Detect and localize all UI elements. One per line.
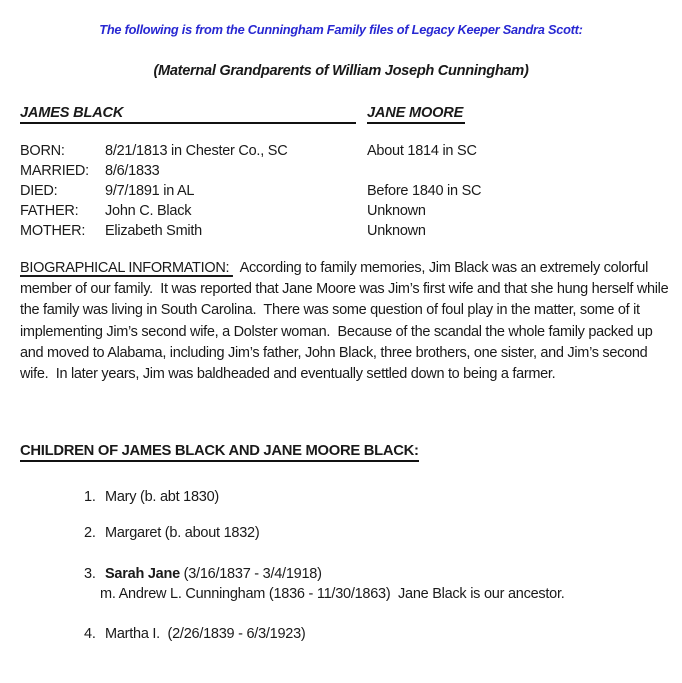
child-number: 4. bbox=[84, 626, 96, 642]
fact-jane-father: Unknown bbox=[367, 203, 426, 219]
james-black-heading: JAMES BLACK bbox=[20, 105, 356, 124]
fact-label-married: MARRIED: bbox=[20, 163, 89, 179]
child-marriage-note: m. Andrew L. Cunningham (1836 - 11/30/1863) Jane Black is our ancestor. bbox=[100, 586, 565, 602]
fact-jane-mother: Unknown bbox=[367, 223, 426, 239]
child-text: Mary (b. abt 1830) bbox=[105, 489, 219, 505]
biography-heading: BIOGRAPHICAL INFORMATION: bbox=[20, 260, 233, 276]
biography-paragraph bbox=[20, 258, 673, 385]
fact-james-born: 8/21/1813 in Chester Co., SC bbox=[105, 143, 288, 159]
child-number: 2. bbox=[84, 525, 96, 541]
fact-jane-married bbox=[367, 161, 481, 181]
fact-jane-died: Before 1840 in SC bbox=[367, 183, 482, 199]
fact-jane-born: About 1814 in SC bbox=[367, 143, 477, 159]
fact-label-mother: MOTHER: bbox=[20, 223, 86, 239]
children-section-heading bbox=[20, 443, 419, 462]
fact-james-died: 9/7/1891 in AL bbox=[105, 183, 195, 199]
fact-james-married: 8/6/1833 bbox=[105, 163, 160, 179]
fact-james-father: John C. Black bbox=[105, 203, 192, 219]
vital-facts-table bbox=[20, 141, 481, 241]
child-item-1 bbox=[84, 487, 672, 507]
fact-label-father: FATHER: bbox=[20, 203, 79, 219]
child-item-4 bbox=[84, 624, 672, 644]
child-item-3 bbox=[84, 564, 672, 604]
intro-note: The following is from the Cunningham Family files of Legacy Keeper Sandra Scott: bbox=[99, 22, 583, 37]
children-heading-text: CHILDREN OF JAMES BLACK AND JANE MOORE BLACK: bbox=[20, 443, 419, 462]
child-text: Martha I. (2/26/1839 - 6/3/1923) bbox=[105, 626, 306, 642]
names-header-row bbox=[20, 105, 666, 125]
child-number: 3. bbox=[84, 566, 96, 582]
jane-moore-heading: JANE MOORE bbox=[367, 105, 465, 124]
child-text: Margaret (b. about 1832) bbox=[105, 525, 260, 541]
biography-text: According to family memories, Jim Black was an extremely colorful member of our family. It was reported that Jane Moore was Jim’s first wife and that she hung herself while the family was living in South Carolina. There was some question of foul play in the matter, some of it implementing Jim’s second wife, a Dolster woman. Because of the scandal the whole family packed up and moved to Alabama, including Jim’s father, John Black, three brothers, one sister, and Jim’s second wife. In later years, Jim was baldheaded and eventually settled down to being a farmer. bbox=[20, 260, 673, 383]
fact-james-mother: Elizabeth Smith bbox=[105, 223, 202, 239]
child-item-2 bbox=[84, 523, 672, 543]
child-text: (3/16/1837 - 3/4/1918) bbox=[179, 566, 322, 582]
document-subtitle: (Maternal Grandparents of William Joseph Cunningham) bbox=[153, 63, 529, 79]
child-line-main bbox=[84, 564, 672, 584]
fact-label-died: DIED: bbox=[20, 183, 58, 199]
fact-label-born: BORN: bbox=[20, 143, 65, 159]
child-name-bold: Sarah Jane bbox=[105, 566, 180, 582]
child-number: 1. bbox=[84, 489, 96, 505]
